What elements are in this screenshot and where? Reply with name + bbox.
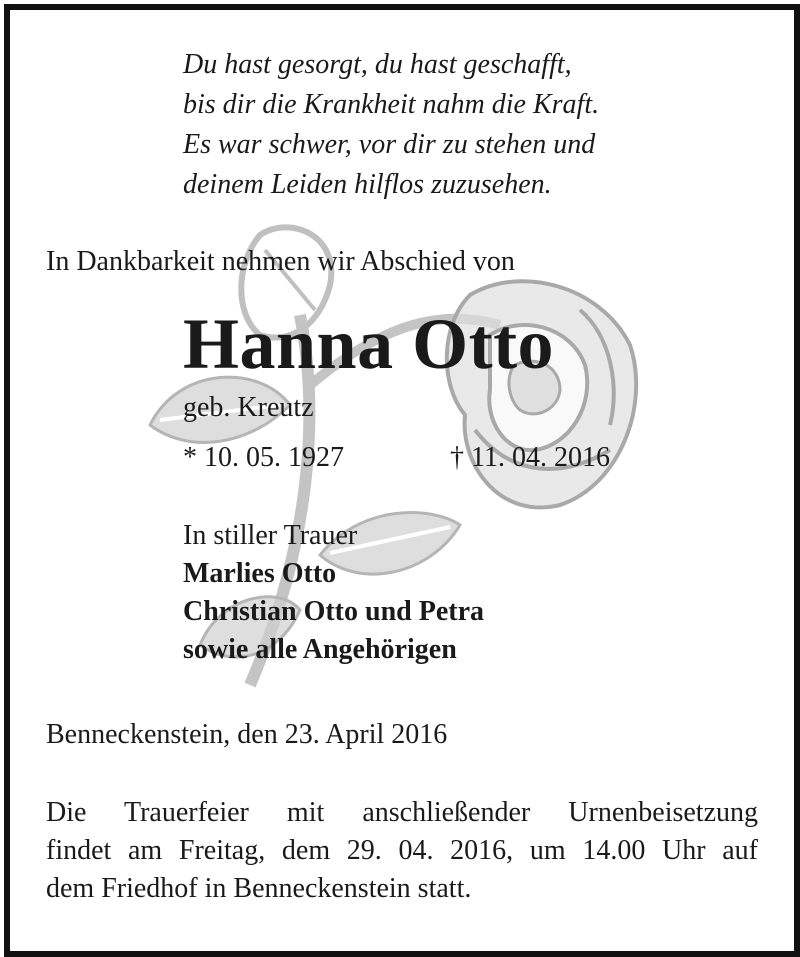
intro-text: In Dankbarkeit nehmen wir Abschied von: [46, 246, 515, 277]
ceremony-line: dem Friedhof in Benneckenstein statt.: [46, 873, 472, 904]
ceremony-notice: [46, 794, 758, 908]
mourners-block: [183, 517, 484, 669]
deceased-name: Hanna Otto: [183, 304, 555, 384]
poem-line: deinem Leiden hilflos zuzusehen.: [183, 169, 552, 200]
birth-date: * 10. 05. 1927: [183, 442, 344, 473]
death-date: † 11. 04. 2016: [450, 442, 610, 473]
maiden-name: geb. Kreutz: [183, 392, 314, 423]
mourner-name: Christian Otto und Petra: [183, 596, 484, 627]
poem-line: Du hast gesorgt, du hast geschafft,: [183, 49, 572, 80]
place-date: Benneckenstein, den 23. April 2016: [46, 719, 448, 750]
poem-line: bis dir die Krankheit nahm die Kraft.: [183, 89, 600, 120]
mourner-name: Marlies Otto: [183, 558, 337, 589]
ceremony-line: Die Trauerfeier mit anschließender Urnenbeisetzung: [46, 797, 758, 828]
mourners-heading: In stiller Trauer: [183, 520, 358, 551]
mourner-name: sowie alle Angehörigen: [183, 634, 457, 665]
poem-line: Es war schwer, vor dir zu stehen und: [183, 129, 596, 160]
poem: [183, 45, 599, 205]
ceremony-line: findet am Freitag, dem 29. 04. 2016, um 14.00 Uhr auf: [46, 835, 758, 866]
